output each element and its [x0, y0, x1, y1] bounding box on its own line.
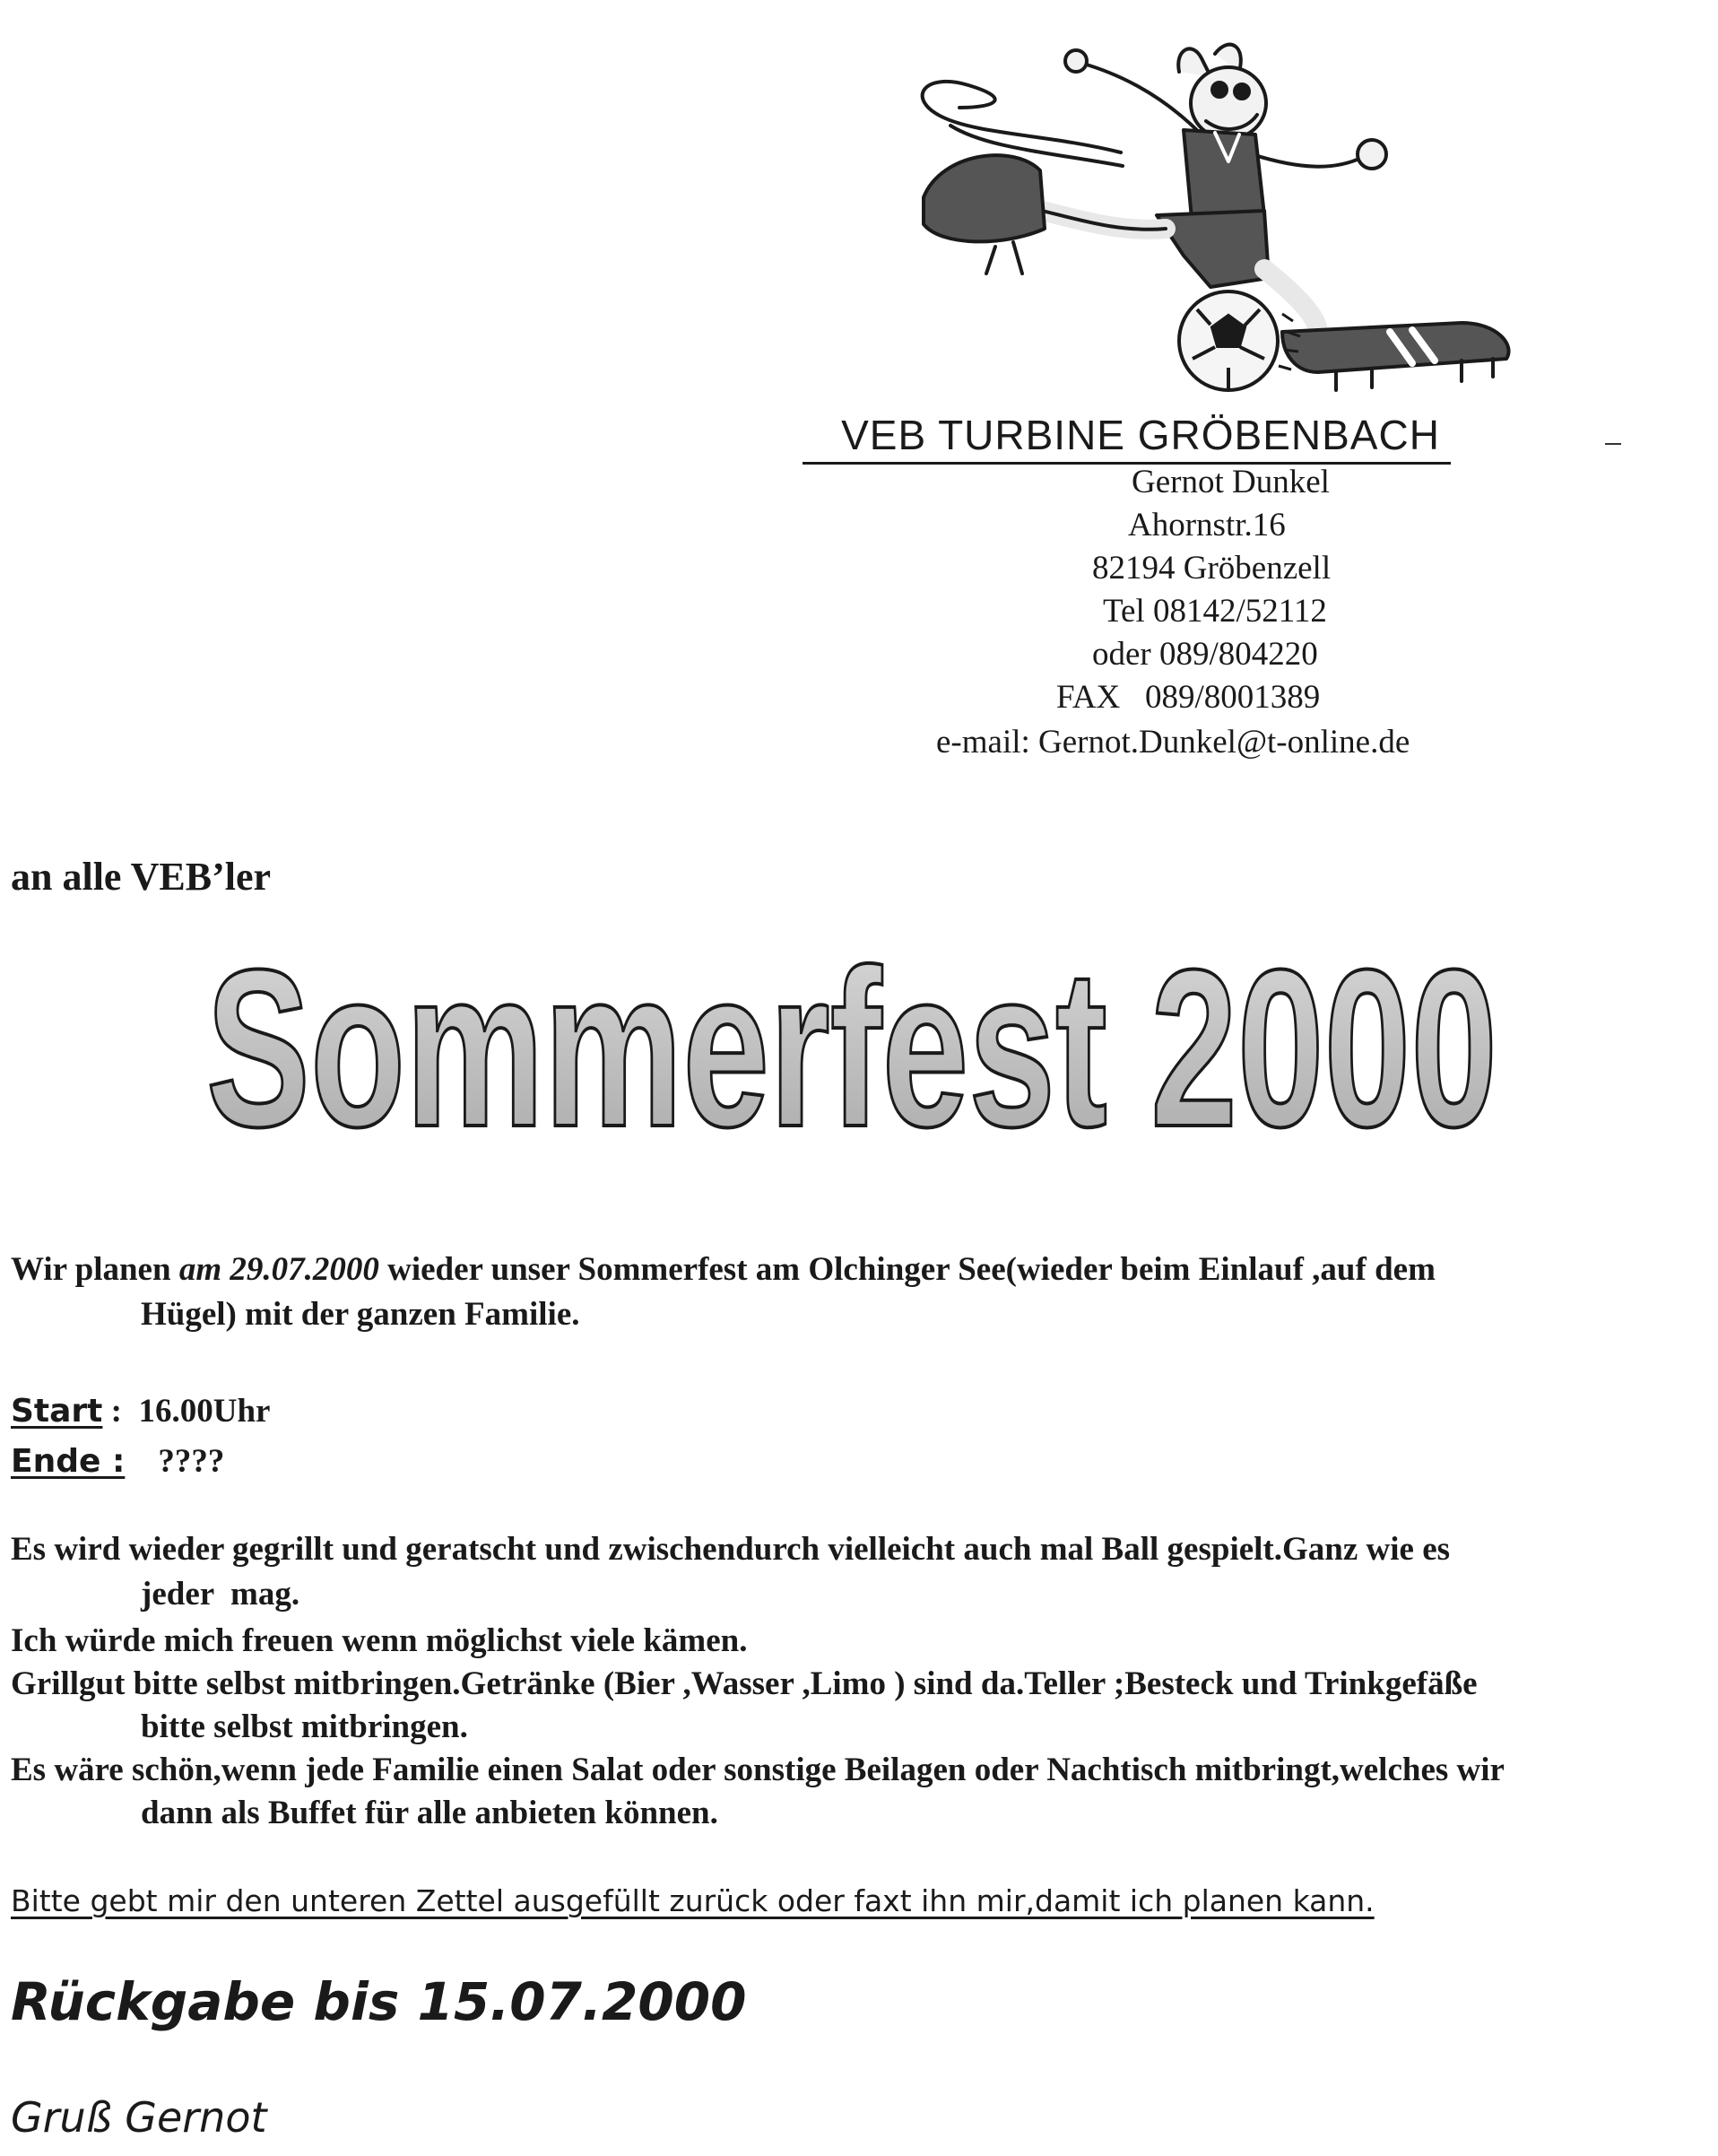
- paragraph-grill-line-2: jeder mag.: [141, 1576, 300, 1613]
- return-note: Bitte gebt mir den unteren Zettel ausgefüllt zurück oder faxt ihn mir,damit ich planen kann.: [11, 1883, 1375, 1918]
- intro-text-before-date: Wir planen: [11, 1251, 179, 1288]
- contact-fax: FAX 089/8001389: [1056, 679, 1321, 716]
- soccer-mascot-illustration: [888, 36, 1569, 430]
- paragraph-salad-line-2: dann als Buffet für alle anbieten können.: [141, 1795, 718, 1831]
- return-deadline: Rückgabe bis 15.07.2000: [11, 1971, 747, 2032]
- header-divider: [803, 462, 1451, 465]
- contact-phone-alt: oder 089/804220: [1092, 636, 1318, 673]
- salutation: an alle VEB’ler: [11, 855, 272, 899]
- contact-phone: Tel 08142/52112: [1103, 593, 1327, 630]
- intro-line-1: [11, 1250, 1436, 1289]
- start-label: Start: [11, 1393, 103, 1430]
- end-spacer: [125, 1443, 158, 1480]
- end-row: [11, 1442, 224, 1481]
- start-row: [11, 1392, 270, 1430]
- stray-mark: [1605, 443, 1621, 445]
- intro-text-after-date: wieder unser Sommerfest am Olchinger See(wieder beim Einlauf ,auf dem: [378, 1251, 1436, 1288]
- page-title-text: Sommerfest 2000: [206, 924, 1497, 1166]
- contact-email: e-mail: Gernot.Dunkel@t-online.de: [936, 724, 1410, 761]
- event-date: am 29.07.2000: [178, 1251, 379, 1288]
- contact-street: Ahornstr.16: [1128, 507, 1286, 543]
- end-time: ????: [158, 1443, 225, 1480]
- contact-city: 82194 Gröbenzell: [1092, 550, 1332, 587]
- club-name: VEB TURBINE GRÖBENBACH: [841, 412, 1440, 458]
- end-label: Ende :: [11, 1443, 126, 1480]
- paragraph-salad-line-1: Es wäre schön,wenn jede Familie einen Salat oder sonstige Beilagen oder Nachtisch mitbringt,welches wir: [11, 1752, 1505, 1788]
- contact-name: Gernot Dunkel: [1132, 464, 1330, 500]
- paragraph-bring-line-2: bitte selbst mitbringen.: [141, 1708, 468, 1745]
- paragraph-bring-line-1: Grillgut bitte selbst mitbringen.Getränke (Bier ,Wasser ,Limo ) sind da.Teller ;Besteck und Trinkgefäße: [11, 1665, 1478, 1702]
- intro-line-2: Hügel) mit der ganzen Familie.: [141, 1296, 580, 1333]
- signature-greeting: Gruß Gernot: [11, 2093, 267, 2142]
- paragraph-grill-line-1: Es wird wieder gegrillt und geratscht und zwischendurch vielleicht auch mal Ball gespielt.Ganz wie es: [11, 1531, 1451, 1568]
- start-time: 16.00Uhr: [138, 1393, 271, 1430]
- start-colon: :: [102, 1393, 139, 1430]
- page-title: [179, 924, 1524, 1166]
- paragraph-invite: Ich würde mich freuen wenn möglichst viele kämen.: [11, 1622, 748, 1659]
